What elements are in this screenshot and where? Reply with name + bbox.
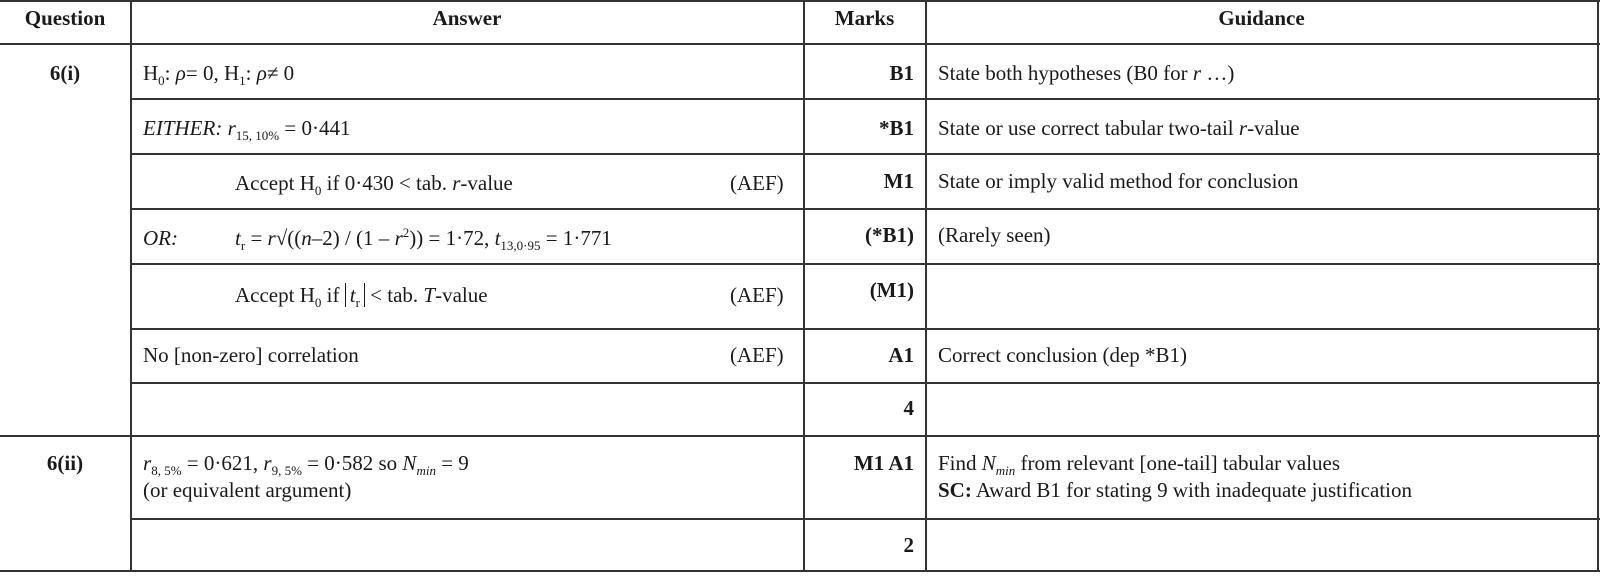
aef-note-row6: (AEF) [730, 343, 784, 367]
rule-row1 [130, 98, 1600, 100]
mark-m1-alt: (M1) [869, 278, 914, 302]
rule-bottom [0, 570, 1600, 572]
mark-a1: A1 [888, 343, 914, 367]
rule-col-marks [925, 0, 927, 571]
mark-star-b1: *B1 [878, 116, 914, 140]
rule-header-bottom [0, 43, 1600, 45]
question-label-6ii: 6(ii) [46, 451, 84, 475]
total-marks-6ii: 2 [903, 533, 914, 557]
guidance-valid-method: State or imply valid method for conclusion [938, 169, 1299, 193]
rule-row6 [130, 382, 1600, 384]
guidance-rarely-seen: (Rarely seen) [938, 223, 1051, 247]
answer-t-statistic: $t_r = r√((n-2) / (1 - r^2)) = 1\cdot 72$, $t_{13,0\cdot 95} = 1\cdot 771$ [235, 225, 612, 254]
header-answer: Answer [432, 6, 502, 30]
rule-q6ii-row1 [130, 518, 1600, 520]
answer-accept-h0-r: Accept $H_0$ if 0·430 < tab. r-value [235, 171, 513, 199]
mark-b1: B1 [889, 61, 914, 85]
answer-conclusion: No [non-zero] correlation [143, 343, 359, 367]
header-guidance: Guidance [1218, 6, 1305, 30]
rule-top [0, 0, 1600, 2]
answer-critical-values: $r_{8, 5\%} = 0\cdot 621$, $r_{9, 5\%} = 0\cdot 582$ so $N_{min} = 9$ [143, 451, 469, 479]
rule-q6i-bottom [0, 435, 1600, 437]
answer-equivalent-argument: (or equivalent argument) [143, 478, 352, 502]
rule-row2 [130, 153, 1600, 155]
guidance-find-nmin: Find $N_{min}$ from relevant [one-tail] tabular values [938, 451, 1341, 479]
answer-either-r-value: EITHER: $r_{15, 10\%} = 0\cdot 441$ [143, 116, 351, 144]
header-marks: Marks [834, 6, 895, 30]
aef-note-row5: (AEF) [730, 283, 784, 307]
guidance-correct-conclusion: Correct conclusion (dep *B1) [938, 343, 1188, 367]
answer-or-label: OR: [143, 226, 178, 250]
rule-col-question [130, 0, 132, 571]
mark-m1: M1 [883, 169, 914, 193]
rule-right [1597, 0, 1599, 571]
question-label-6i: 6(i) [49, 61, 81, 85]
total-marks-6i: 4 [903, 396, 914, 420]
absolute-value-tr: $t_r$ [345, 283, 365, 307]
rule-row5 [130, 328, 1600, 330]
mark-star-b1-alt: (*B1) [865, 223, 914, 247]
guidance-tabular-r: State or use correct tabular two-tail r-value [938, 116, 1300, 140]
answer-hypotheses: $H_0$: ρ= 0, $H_1$: ρ≠ 0 [143, 61, 295, 89]
rule-row4 [130, 263, 1600, 265]
rule-row3 [130, 208, 1600, 210]
aef-note-row3: (AEF) [730, 171, 784, 195]
guidance-hypotheses: State both hypotheses (B0 for r …) [938, 61, 1235, 85]
answer-accept-h0-t: Accept $H_0$ if $t_r$ < tab. T-value [235, 283, 488, 311]
mark-m1-a1: M1 A1 [853, 451, 914, 475]
guidance-special-case: SC: Award B1 for stating 9 with inadequate justification [938, 478, 1412, 502]
header-question: Question [24, 6, 106, 30]
